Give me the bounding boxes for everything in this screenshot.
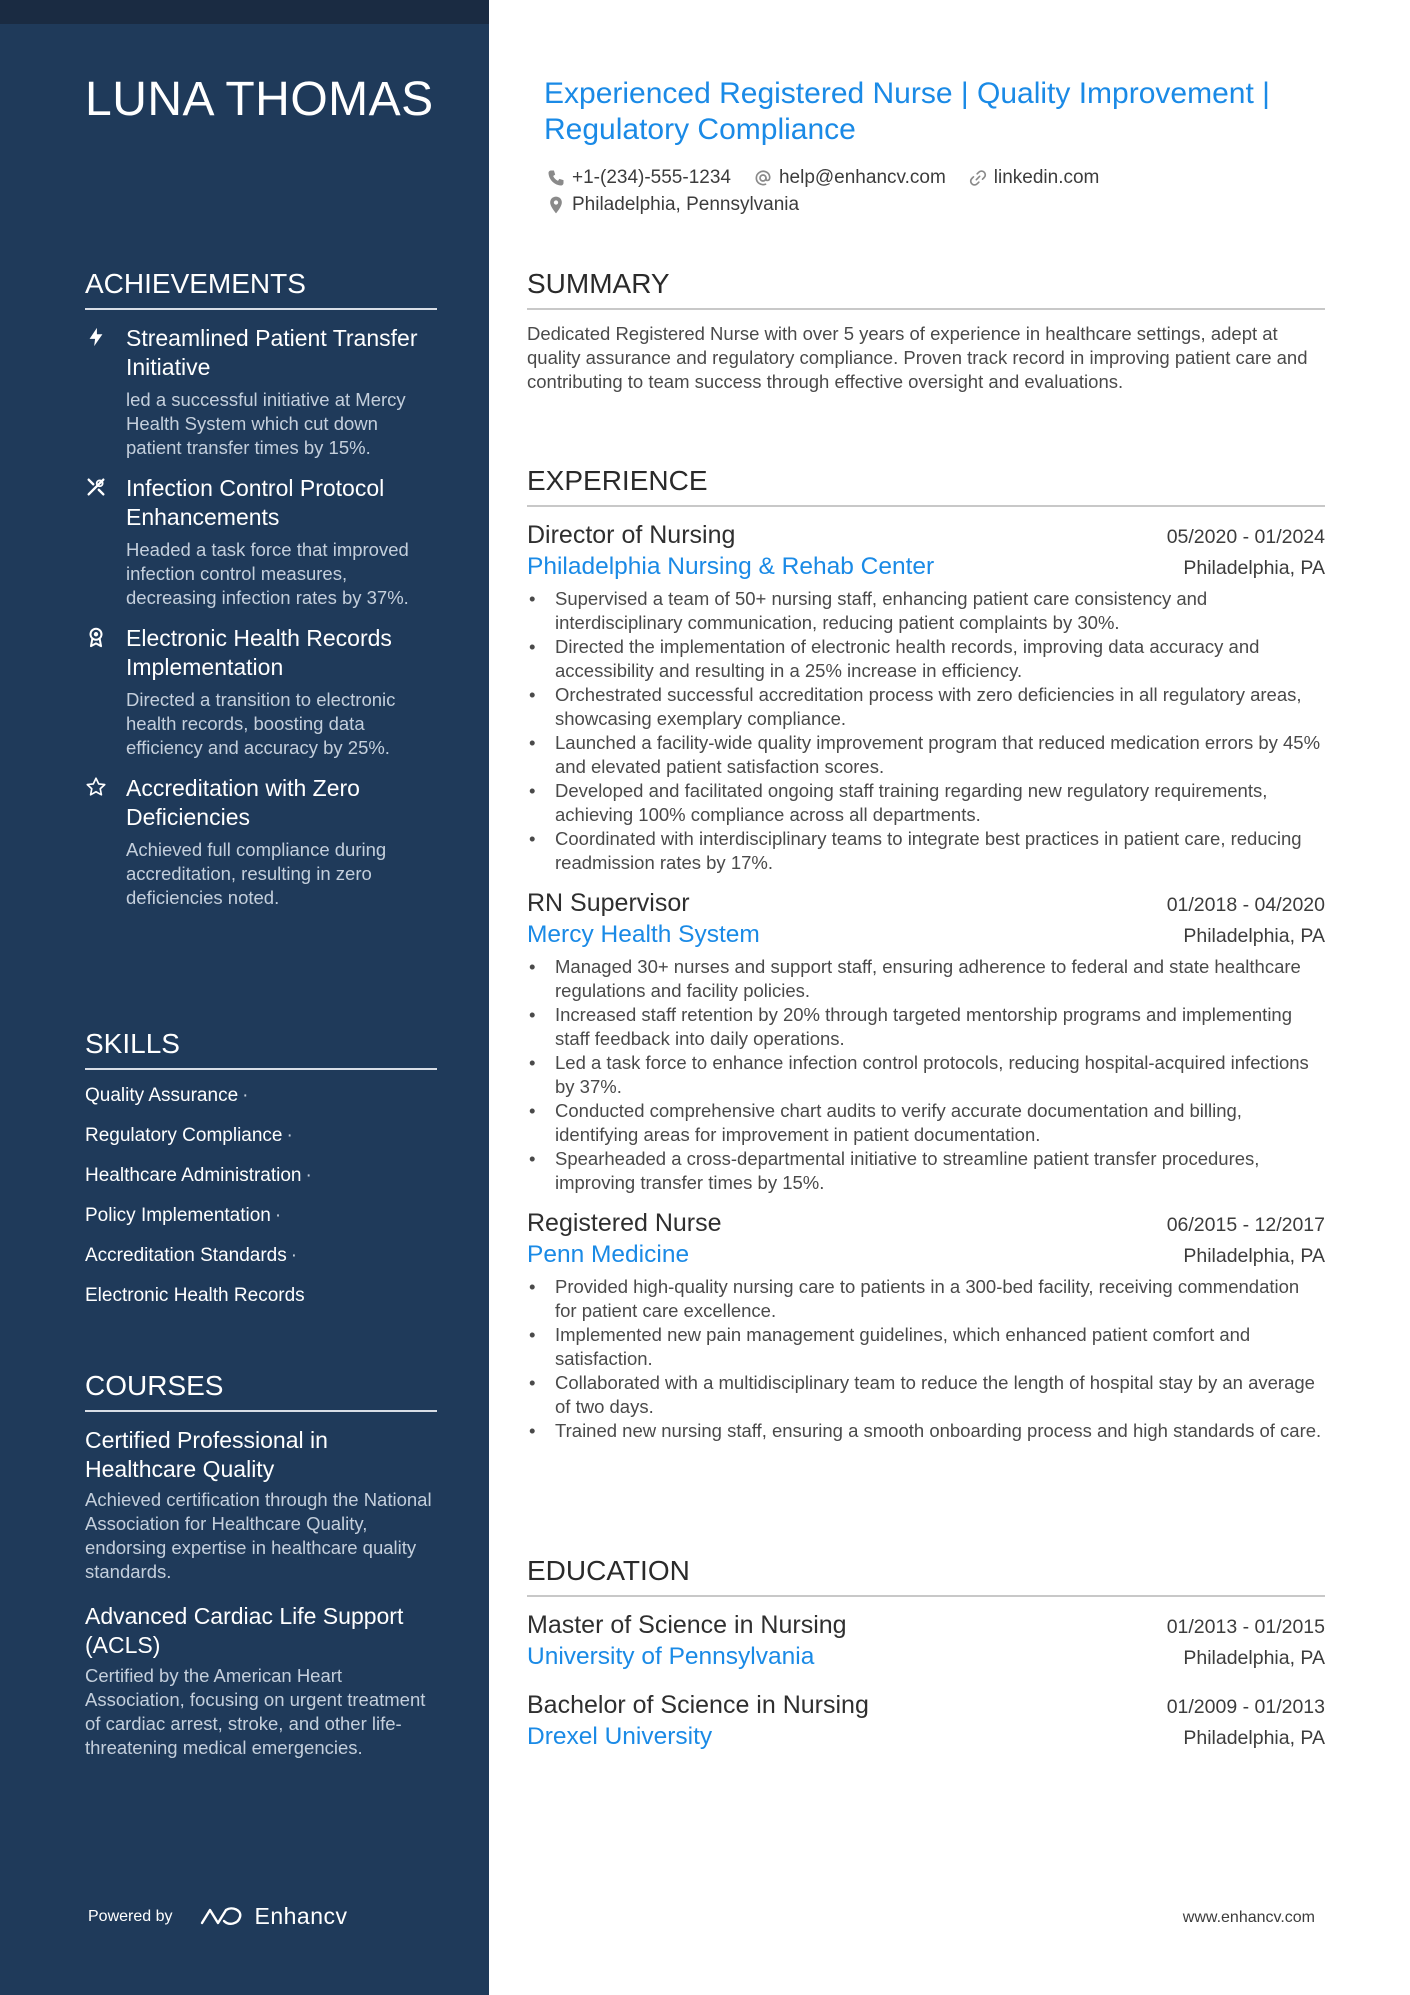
location-contact (546, 191, 799, 218)
phone-icon (546, 168, 566, 188)
skills-heading: SKILLS (85, 1028, 437, 1070)
achievements-section (85, 268, 437, 924)
skill-item: Regulatory Compliance · (85, 1125, 293, 1146)
courses-section (85, 1370, 437, 1778)
job-location: Philadelphia, PA (1183, 925, 1325, 947)
at-icon (753, 168, 773, 188)
achievement-item (85, 474, 437, 610)
enhancv-logo[interactable] (199, 1903, 348, 1930)
main-content (489, 0, 1410, 1995)
phone-number: +1-(234)-555-1234 (572, 167, 731, 188)
education-heading: EDUCATION (527, 1555, 1325, 1597)
achievement-description: led a successful initiative at Mercy Health System which cut down patient transfer times by 15%. (126, 389, 406, 458)
bullet-item: • Conducted comprehensive chart audits to verify accurate documentation and billing, identifying areas for improvement in patient documentation. (527, 1099, 1325, 1147)
achievement-description: Achieved full compliance during accreditation, resulting in zero deficiencies noted. (126, 839, 387, 908)
candidate-name: LUNA THOMAS (85, 73, 434, 126)
job-location: Philadelphia, PA (1183, 557, 1325, 579)
company-name: Penn Medicine (527, 1241, 690, 1268)
award-medal-icon (85, 626, 107, 648)
skill-item: Policy Implementation · (85, 1205, 282, 1226)
course-description: Achieved certification through the National Association for Healthcare Quality, endorsing expertise in healthcare quality standards. (85, 1489, 432, 1582)
achievement-title: Streamlined Patient Transfer Initiative (126, 325, 418, 380)
achievement-title: Accreditation with Zero Deficiencies (126, 775, 360, 830)
contact-info (546, 164, 1366, 218)
summary-section (527, 268, 1325, 394)
bullet-item: • Increased staff retention by 20% through targeted mentorship programs and implementing staff feedback into daily operations. (527, 1003, 1325, 1051)
education-item (527, 1689, 1325, 1753)
education-location: Philadelphia, PA (1183, 1727, 1325, 1749)
experience-item (527, 1207, 1325, 1443)
education-location: Philadelphia, PA (1183, 1647, 1325, 1669)
achievement-item (85, 624, 437, 760)
achievement-item (85, 774, 437, 910)
school-name: University of Pennsylvania (527, 1643, 815, 1670)
headline: Experienced Registered Nurse | Quality Improvement | Regulatory Compliance (544, 77, 1270, 146)
bullet-item: • Trained new nursing staff, ensuring a smooth onboarding process and high standards of care. (527, 1419, 1325, 1443)
bullet-item: • Supervised a team of 50+ nursing staff, enhancing patient care consistency and interdisciplinary communication, reducing patient complaints by 30%. (527, 587, 1325, 635)
experience-section (527, 465, 1325, 1455)
bullet-item: • Directed the implementation of electronic health records, improving data accuracy and accessibility and resulting in a 25% increase in efficiency. (527, 635, 1325, 683)
job-dates: 01/2018 - 04/2020 (1166, 894, 1325, 916)
skill-item: Electronic Health Records (85, 1285, 305, 1306)
skill-item: Quality Assurance · (85, 1085, 249, 1106)
achievement-title: Electronic Health Records Implementation (126, 625, 392, 680)
job-location: Philadelphia, PA (1183, 1245, 1325, 1267)
job-title: RN Supervisor (527, 889, 690, 917)
job-dates: 06/2015 - 12/2017 (1166, 1214, 1325, 1236)
bullet-item: • Coordinated with interdisciplinary teams to integrate best practices in patient care, reducing readmission rates by 17%. (527, 827, 1325, 875)
skill-item: Healthcare Administration · (85, 1165, 312, 1186)
achievements-heading: ACHIEVEMENTS (85, 268, 437, 310)
footer-url[interactable]: www.enhancv.com (1182, 1909, 1315, 1926)
bullet-item: • Implemented new pain management guidelines, which enhanced patient comfort and satisfaction. (527, 1323, 1325, 1371)
education-item (527, 1609, 1325, 1673)
email-address: help@enhancv.com (778, 167, 946, 188)
company-name: Philadelphia Nursing & Rehab Center (527, 553, 935, 580)
lightning-icon (85, 326, 107, 348)
degree-name: Bachelor of Science in Nursing (527, 1691, 869, 1719)
experience-item (527, 887, 1325, 1195)
sidebar (0, 0, 489, 1995)
bullet-item: • Orchestrated successful accreditation process with zero deficiencies in all regulatory areas, showcasing exemplary compliance. (527, 683, 1325, 731)
bullet-item: • Managed 30+ nurses and support staff, ensuring adherence to federal and state healthcare regulations and facility policies. (527, 955, 1325, 1003)
course-item (85, 1426, 437, 1584)
bullet-item: • Spearheaded a cross-departmental initiative to streamline patient transfer procedures, improving transfer times by 15%. (527, 1147, 1325, 1195)
bullet-item: • Provided high-quality nursing care to patients in a 300-bed facility, receiving commendation for patient care excellence. (527, 1275, 1325, 1323)
company-name: Mercy Health System (527, 921, 760, 948)
job-title: Director of Nursing (527, 521, 736, 549)
school-name: Drexel University (527, 1723, 713, 1750)
course-item (85, 1602, 437, 1760)
job-bullets (527, 587, 1325, 875)
job-bullets (527, 1275, 1325, 1443)
job-title: Registered Nurse (527, 1209, 722, 1237)
experience-item (527, 519, 1325, 875)
achievement-title: Infection Control Protocol Enhancements (126, 475, 385, 530)
bullet-item: • Collaborated with a multidisciplinary team to reduce the length of hospital stay by an average of two days. (527, 1371, 1325, 1419)
degree-name: Master of Science in Nursing (527, 1611, 847, 1639)
bullet-item: • Developed and facilitated ongoing staff training regarding new regulatory requirements, achieving 100% compliance across all departments. (527, 779, 1325, 827)
education-dates: 01/2009 - 01/2013 (1166, 1696, 1325, 1718)
skill-item: Accreditation Standards · (85, 1245, 298, 1266)
link-icon (968, 168, 988, 188)
email-contact[interactable] (753, 164, 946, 191)
enhancv-logo-icon (199, 1904, 245, 1930)
education-dates: 01/2013 - 01/2015 (1166, 1616, 1325, 1638)
location-text: Philadelphia, Pennsylvania (572, 194, 800, 215)
achievement-item (85, 324, 437, 460)
bullet-item: • Led a task force to enhance infection control protocols, reducing hospital-acquired infections by 37%. (527, 1051, 1325, 1099)
summary-heading: SUMMARY (527, 268, 1325, 310)
summary-text: Dedicated Registered Nurse with over 5 years of experience in healthcare settings, adept at quality assurance and regulatory compliance. Proven track record in improving patient care and contributing to team success through effective oversight and evaluations. (527, 323, 1308, 392)
tools-icon (85, 476, 107, 498)
star-icon (85, 776, 107, 798)
course-title: Certified Professional in Healthcare Quality (85, 1427, 328, 1482)
skills-section (85, 1028, 437, 1324)
enhancv-brand: Enhancv (254, 1903, 348, 1929)
job-dates: 05/2020 - 01/2024 (1166, 526, 1325, 548)
course-description: Certified by the American Heart Association, focusing on urgent treatment of cardiac arrest, stroke, and other life-threatening medical emergencies. (85, 1665, 426, 1758)
achievement-description: Directed a transition to electronic health records, boosting data efficiency and accuracy by 25%. (126, 689, 396, 758)
location-pin-icon (546, 195, 566, 215)
education-section (527, 1555, 1325, 1769)
course-title: Advanced Cardiac Life Support (ACLS) (85, 1603, 404, 1658)
linkedin-link: linkedin.com (993, 167, 1100, 188)
sidebar-top-bar (0, 0, 489, 24)
job-bullets (527, 955, 1325, 1195)
achievement-description: Headed a task force that improved infection control measures, decreasing infection rates by 37%. (126, 539, 409, 608)
linkedin-contact[interactable] (968, 164, 1100, 191)
experience-heading: EXPERIENCE (527, 465, 1325, 507)
phone-contact[interactable] (546, 164, 731, 191)
bullet-item: • Launched a facility-wide quality improvement program that reduced medication errors by 45% and elevated patient satisfaction scores. (527, 731, 1325, 779)
powered-by (88, 1903, 348, 1930)
courses-heading: COURSES (85, 1370, 437, 1412)
powered-by-label: Powered by (88, 1907, 173, 1925)
